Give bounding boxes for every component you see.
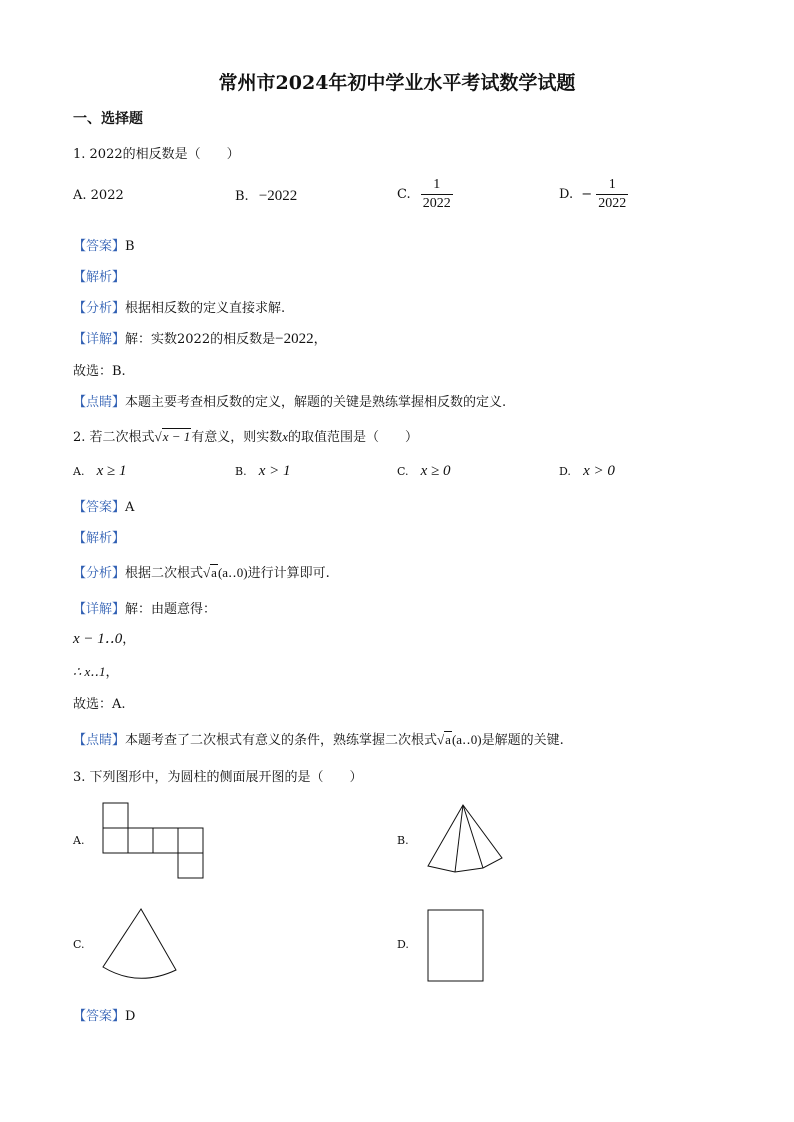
xiangjie-tag: 【详解】 bbox=[73, 332, 126, 347]
q2-option-a bbox=[73, 463, 126, 480]
q1-option-c-denominator: 2022 bbox=[422, 196, 451, 211]
q3-option-d-label: D. bbox=[397, 938, 409, 951]
answer-tag: 【答案】 bbox=[73, 239, 126, 254]
q1-option-d-label: D. bbox=[559, 187, 574, 202]
q2-answer-value: A bbox=[125, 500, 135, 515]
q2-dianjing-condition: (a‥0) bbox=[451, 732, 482, 747]
q2-fenxi bbox=[73, 562, 330, 581]
q2-option-c bbox=[397, 463, 451, 480]
q1-dianjing bbox=[73, 391, 506, 410]
q1-fenxi-text: 根据相反数的定义直接求解. bbox=[125, 301, 286, 316]
q2-analysis-tag: 【解析】 bbox=[73, 531, 126, 546]
fenxi-tag: 【分析】 bbox=[73, 301, 126, 316]
q2-step-1 bbox=[73, 628, 135, 648]
q2-step-1-post: ， bbox=[122, 632, 136, 647]
dianjing-tag: 【点睛】 bbox=[73, 395, 126, 410]
q1-dianjing-text: 本题主要考查相反数的定义，解题的关键是熟练掌握相反数的定义. bbox=[125, 395, 507, 410]
q1-option-c-fraction bbox=[421, 176, 453, 213]
q1-xiangjie bbox=[73, 328, 327, 348]
q3-option-d-rectangle-figure bbox=[426, 908, 486, 984]
q2-stem-post: 的取值范围是（ ） bbox=[288, 430, 419, 445]
q1-analysis-tag: 【解析】 bbox=[73, 270, 126, 285]
q2-stem-var: x bbox=[282, 429, 289, 444]
q2-step-2-post: ， bbox=[105, 665, 119, 680]
q2-option-b bbox=[235, 463, 291, 480]
q1-option-d-fraction bbox=[596, 176, 628, 213]
page-title: 常州市2024年初中学业水平考试数学试题 bbox=[218, 72, 576, 94]
q2-dianjing-radicand: a bbox=[445, 732, 451, 747]
dianjing-tag: 【点睛】 bbox=[73, 733, 126, 748]
q3-option-c-label: C. bbox=[73, 938, 85, 951]
q2-option-d-label: D. bbox=[559, 465, 571, 478]
q2-dianjing-radical: √a bbox=[437, 732, 451, 747]
q1-option-d-numerator: 1 bbox=[608, 177, 616, 192]
q1-option-b-value: −2022 bbox=[258, 188, 298, 204]
q1-stem: 1. 2022的相反数是（ ） bbox=[73, 147, 240, 162]
q2-step-1-expr: x − 1‥0 bbox=[73, 631, 123, 647]
q1-option-c-numerator: 1 bbox=[433, 177, 441, 192]
q3-option-a-net-figure bbox=[100, 800, 206, 880]
q2-option-c-label: C. bbox=[397, 465, 409, 478]
q3-option-b-pyramid-figure bbox=[425, 802, 505, 874]
q2-stem-radical: √x − 1 bbox=[154, 429, 191, 444]
q2-option-a-label: A. bbox=[73, 465, 85, 478]
q2-xiangjie-text: 解：由题意得： bbox=[125, 602, 217, 617]
q2-fenxi-post: 进行计算即可. bbox=[247, 566, 330, 581]
q2-fenxi-pre: 根据二次根式 bbox=[125, 566, 204, 581]
q3-stem: 3. 下列图形中，为圆柱的侧面展开图的是（ ） bbox=[73, 770, 363, 785]
q1-guxuan: 故选：B. bbox=[73, 364, 126, 379]
q1-option-b bbox=[235, 188, 297, 205]
q2-step-2 bbox=[73, 661, 118, 680]
q3-option-b-label: B. bbox=[397, 834, 409, 847]
q2-dianjing-post: 是解题的关键. bbox=[481, 733, 564, 748]
answer-tag: 【答案】 bbox=[73, 500, 126, 515]
q1-xiangjie-value: −2022 bbox=[275, 331, 314, 347]
q2-stem-radicand: x − 1 bbox=[162, 429, 191, 444]
q2-option-a-value: x ≥ 1 bbox=[96, 463, 127, 479]
q2-fenxi-radicand: a bbox=[211, 565, 217, 580]
q2-option-b-label: B. bbox=[235, 465, 247, 478]
xiangjie-tag: 【详解】 bbox=[73, 602, 126, 617]
q2-stem bbox=[73, 426, 418, 445]
q2-answer bbox=[73, 496, 134, 515]
q2-fenxi-radical: √a bbox=[203, 565, 217, 580]
q2-xiangjie bbox=[73, 598, 216, 617]
q2-guxuan: 故选：A. bbox=[73, 697, 126, 712]
q3-option-c-sector-figure bbox=[100, 906, 180, 982]
q1-option-c bbox=[397, 176, 453, 213]
q1-option-b-label: B. bbox=[235, 189, 249, 204]
q1-option-a: A. 2022 bbox=[73, 188, 124, 203]
q1-answer-value: B bbox=[125, 239, 135, 254]
q1-fenxi bbox=[73, 297, 285, 316]
q2-option-b-value: x > 1 bbox=[258, 463, 291, 479]
q2-dianjing bbox=[73, 729, 564, 748]
q2-fenxi-condition: (a‥0) bbox=[217, 565, 248, 580]
section-heading: 一、选择题 bbox=[73, 111, 143, 127]
q1-answer bbox=[73, 235, 135, 254]
q2-stem-pre: 2. 若二次根式 bbox=[73, 430, 155, 445]
q2-option-c-value: x ≥ 0 bbox=[420, 463, 451, 479]
q1-option-d-denominator: 2022 bbox=[598, 196, 627, 211]
answer-tag: 【答案】 bbox=[73, 1009, 126, 1024]
q3-option-a-label: A. bbox=[73, 834, 85, 847]
q2-stem-mid: 有意义，则实数 bbox=[191, 430, 283, 445]
q1-xiangjie-post: ， bbox=[313, 332, 327, 347]
q2-dianjing-pre: 本题考查了二次根式有意义的条件，熟练掌握二次根式 bbox=[125, 733, 438, 748]
q1-xiangjie-text: 解：实数2022的相反数是 bbox=[125, 332, 276, 347]
q2-option-d bbox=[559, 463, 615, 480]
fenxi-tag: 【分析】 bbox=[73, 566, 126, 581]
q1-option-d-sign: − bbox=[581, 187, 593, 202]
q1-option-c-label: C. bbox=[397, 187, 411, 202]
q2-step-2-expr: ∴ x‥1 bbox=[73, 664, 106, 679]
q1-option-d bbox=[559, 176, 628, 213]
q3-answer-value: D bbox=[125, 1009, 136, 1024]
q3-answer bbox=[73, 1005, 135, 1024]
q2-option-d-value: x > 0 bbox=[583, 463, 615, 479]
